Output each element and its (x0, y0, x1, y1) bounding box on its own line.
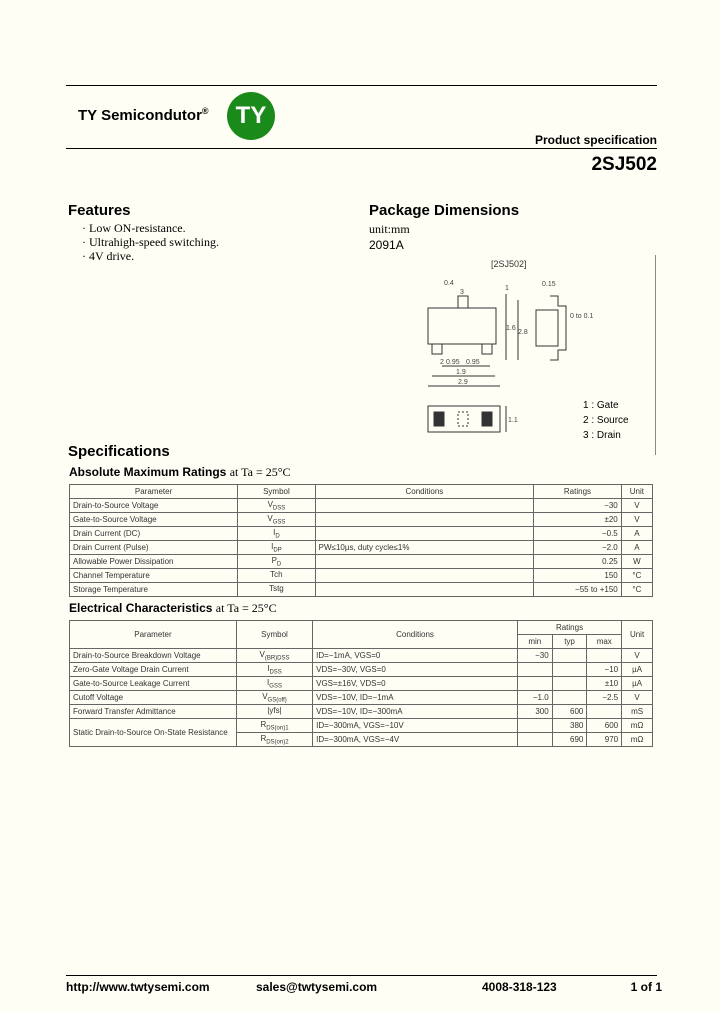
pin-legend (583, 398, 629, 443)
symbol-cell: Tstg (238, 583, 316, 597)
conditions-cell: PW≤10µs, duty cycle≤1% (315, 541, 533, 555)
electrical-characteristics-title: Electrical Characteristics at Ta = 25°C (69, 601, 277, 615)
unit-cell: mS (622, 705, 653, 719)
conditions-cell (315, 527, 533, 541)
abs-max-ratings-table (69, 484, 653, 597)
dim-label: 0.95 (446, 359, 460, 366)
param-cell: Forward Transfer Admittance (70, 705, 237, 719)
package-side-body (536, 310, 558, 346)
table-header-row (70, 621, 653, 635)
param-cell: Gate-to-Source Voltage (70, 513, 238, 527)
pin-2-label: 2 : Source (583, 415, 629, 426)
min-cell: −30 (517, 649, 552, 663)
param-cell: Allowable Power Dissipation (70, 555, 238, 569)
rating-cell: −30 (534, 499, 622, 513)
dim-label: 1.1 (508, 417, 518, 424)
unit-cell: °C (621, 569, 652, 583)
symbol-cell: $I_{GSS}$ (236, 677, 312, 691)
conditions-cell: VDS=−30V, VGS=0 (313, 663, 518, 677)
product-specification-label: Product specification (534, 133, 657, 147)
param-cell: Cutoff Voltage (70, 691, 237, 705)
features-title: Features (68, 202, 131, 219)
column-header: Ratings (517, 621, 621, 635)
feature-item: · 4V drive. (82, 249, 135, 263)
conditions-cell (315, 555, 533, 569)
typ-cell: 600 (552, 705, 587, 719)
column-header: typ (552, 635, 587, 649)
table-row (70, 677, 653, 691)
dim-label: 2 (440, 359, 444, 366)
param-cell: Drain Current (Pulse) (70, 541, 238, 555)
features-list (82, 221, 219, 263)
feature-item: · Low ON-resistance. (82, 221, 186, 235)
pin-3-label: 3 : Drain (583, 430, 621, 441)
typ-cell (552, 691, 587, 705)
unit-cell: A (621, 527, 652, 541)
typ-cell (552, 677, 587, 691)
electrical-characteristics-table (69, 620, 653, 747)
dim-label: 0.15 (542, 281, 556, 288)
typ-cell (552, 663, 587, 677)
unit-cell: A (621, 541, 652, 555)
package-dimensions-title: Package Dimensions (369, 202, 520, 219)
rating-cell: 150 (534, 569, 622, 583)
package-lead-3 (482, 344, 492, 354)
table-row (70, 583, 653, 597)
feature-item: · Ultrahigh-speed switching. (82, 235, 219, 249)
unit-cell: V (622, 649, 653, 663)
max-cell: 600 (587, 719, 622, 733)
package-pad (482, 412, 492, 426)
dim-label: 0.95 (466, 359, 480, 366)
max-cell (587, 705, 622, 719)
dim-label: 1.6 (506, 325, 516, 332)
page-number: 1 of 1 (630, 980, 662, 994)
package-body-outline (428, 308, 496, 344)
conditions-cell: ID=−300mA, VGS=−10V (313, 719, 518, 733)
dim-label: 1.9 (456, 369, 466, 376)
param-cell: Static Drain-to-Source On-State Resistance (70, 719, 237, 747)
symbol-cell: $I_D$ (238, 527, 316, 541)
typ-cell: 690 (552, 733, 587, 747)
max-cell: −2.5 (587, 691, 622, 705)
param-cell: Channel Temperature (70, 569, 238, 583)
package-outline-drawing (410, 270, 610, 440)
symbol-cell: $V_{DSS}$ (238, 499, 316, 513)
symbol-cell: |yfs| (236, 705, 312, 719)
table-row (70, 555, 653, 569)
conditions-cell (315, 569, 533, 583)
min-cell (517, 733, 552, 747)
ty-logo: TY (227, 92, 275, 140)
unit-cell: W (621, 555, 652, 569)
rating-cell: −55 to +150 (534, 583, 622, 597)
symbol-cell: $V_{GSS}$ (238, 513, 316, 527)
table-row (70, 719, 653, 733)
part-number: 2SJ502 (591, 154, 657, 175)
max-cell: ±10 (587, 677, 622, 691)
param-cell: Gate-to-Source Leakage Current (70, 677, 237, 691)
column-header: min (517, 635, 552, 649)
conditions-cell: ID=−1mA, VGS=0 (313, 649, 518, 663)
column-header: Conditions (315, 485, 533, 499)
column-header: max (587, 635, 622, 649)
dim-label: 0 to 0.1 (570, 313, 594, 320)
package-pad (458, 412, 468, 426)
symbol-cell: $V_{GS(off)}$ (236, 691, 312, 705)
min-cell: 300 (517, 705, 552, 719)
typ-cell: 380 (552, 719, 587, 733)
rating-cell: −0.5 (534, 527, 622, 541)
unit-cell: mΩ (622, 719, 653, 733)
param-cell: Drain-to-Source Breakdown Voltage (70, 649, 237, 663)
footer-website-link[interactable]: http://www.twtysemi.com (66, 980, 210, 994)
table-row (70, 705, 653, 719)
package-unit: unit:mm (369, 222, 410, 236)
max-cell: −10 (587, 663, 622, 677)
table-row (70, 513, 653, 527)
unit-cell: V (621, 513, 652, 527)
unit-cell: V (621, 499, 652, 513)
company-name: TY Semicondutor® (78, 106, 209, 124)
param-cell: Zero-Gate Voltage Drain Current (70, 663, 237, 677)
rating-cell: ±20 (534, 513, 622, 527)
symbol-cell: $P_D$ (238, 555, 316, 569)
package-diagram-title: [2SJ502] (491, 259, 527, 269)
param-cell: Drain-to-Source Voltage (70, 499, 238, 513)
column-header: Ratings (534, 485, 622, 499)
conditions-cell (315, 513, 533, 527)
conditions-cell: VGS=±16V, VDS=0 (313, 677, 518, 691)
dim-label: 1 (505, 285, 509, 292)
conditions-cell: ID=−300mA, VGS=−4V (313, 733, 518, 747)
column-header: Parameter (70, 621, 237, 649)
table-row (70, 663, 653, 677)
min-cell (517, 663, 552, 677)
dim-label: 3 (460, 289, 464, 296)
min-cell (517, 677, 552, 691)
table-row (70, 527, 653, 541)
param-cell: Storage Temperature (70, 583, 238, 597)
min-cell (517, 719, 552, 733)
conditions-cell: VDS=−10V, ID=−300mA (313, 705, 518, 719)
typ-cell (552, 649, 587, 663)
package-code: 2091A (369, 238, 404, 252)
table-row (70, 541, 653, 555)
unit-cell: µA (622, 677, 653, 691)
param-cell: Drain Current (DC) (70, 527, 238, 541)
table-header-row (70, 485, 653, 499)
unit-cell: µA (622, 663, 653, 677)
rating-cell: −2.0 (534, 541, 622, 555)
abs-max-ratings-title: Absolute Maximum Ratings at Ta = 25°C (69, 465, 291, 479)
table-row (70, 691, 653, 705)
table-row (70, 649, 653, 663)
unit-cell: V (622, 691, 653, 705)
package-lead-2 (458, 296, 468, 308)
footer-phone: 4008-318-123 (482, 980, 557, 994)
conditions-cell: VDS=−10V, ID=−1mA (313, 691, 518, 705)
symbol-cell: Tch (238, 569, 316, 583)
rating-cell: 0.25 (534, 555, 622, 569)
table-row (70, 499, 653, 513)
table-row (70, 569, 653, 583)
package-pad (434, 412, 444, 426)
unit-cell: mΩ (622, 733, 653, 747)
column-header: Conditions (313, 621, 518, 649)
column-header: Parameter (70, 485, 238, 499)
footer-rule (66, 975, 657, 976)
pin-1-label: 1 : Gate (583, 400, 619, 411)
symbol-cell: $R_{DS(on)2}$ (236, 733, 312, 747)
footer-email-link[interactable]: sales@twtysemi.com (256, 980, 378, 994)
dim-label: 2.8 (518, 329, 528, 336)
symbol-cell: $V_{(BR)DSS}$ (236, 649, 312, 663)
symbol-cell: $I_{DP}$ (238, 541, 316, 555)
max-cell (587, 649, 622, 663)
conditions-cell (315, 499, 533, 513)
dim-label: 0.4 (444, 280, 454, 287)
symbol-cell: $I_{DSS}$ (236, 663, 312, 677)
column-header: Symbol (238, 485, 316, 499)
header-bottom-rule (66, 148, 657, 149)
symbol-cell: $R_{DS(on)1}$ (236, 719, 312, 733)
min-cell: −1.0 (517, 691, 552, 705)
column-header: Unit (622, 621, 653, 649)
max-cell: 970 (587, 733, 622, 747)
header-top-rule (66, 85, 657, 86)
unit-cell: °C (621, 583, 652, 597)
dim-label: 2.9 (458, 379, 468, 386)
conditions-cell (315, 583, 533, 597)
column-header: Unit (621, 485, 652, 499)
package-lead-1 (432, 344, 442, 354)
column-header: Symbol (236, 621, 312, 649)
specifications-title: Specifications (68, 443, 170, 460)
